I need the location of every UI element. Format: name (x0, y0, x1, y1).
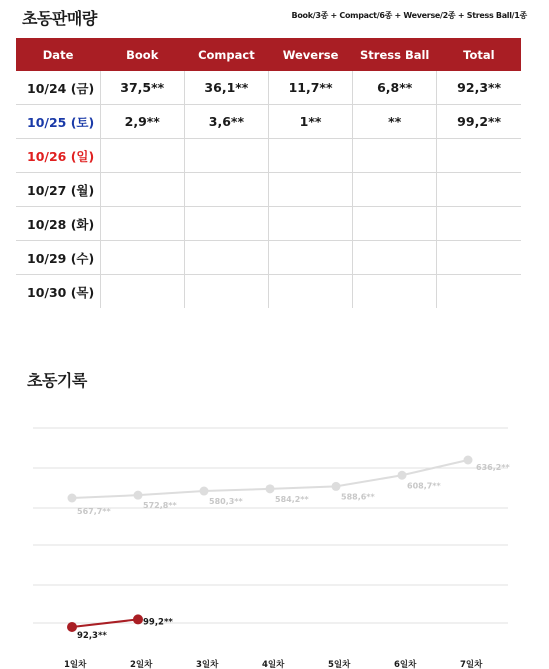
series-1-point (266, 484, 275, 493)
series-1-point (332, 482, 341, 491)
records-title: 초동기록 (27, 371, 87, 390)
stress-ball-cell (353, 207, 437, 241)
book-cell (100, 173, 184, 207)
records-line-chart (0, 405, 549, 669)
stress-ball-cell: ** (353, 105, 437, 139)
weverse-cell (268, 173, 352, 207)
data-label: 636,2** (476, 463, 510, 472)
total-cell (437, 241, 521, 275)
data-label: 580,3** (209, 497, 243, 507)
series-1-point (134, 491, 143, 500)
stress-ball-cell (353, 139, 437, 173)
x-tick-label: 7일차 (460, 660, 483, 669)
total-cell (437, 207, 521, 241)
weverse-cell: 1** (268, 105, 352, 139)
weverse-cell (268, 139, 352, 173)
date-cell: 10/26 (일) (16, 139, 100, 173)
series-2-point (67, 622, 77, 632)
compact-cell (184, 275, 268, 309)
x-tick-label: 3일차 (196, 660, 219, 669)
x-tick-label: 1일차 (64, 660, 87, 669)
sales-table-body (16, 71, 521, 308)
total-cell (437, 173, 521, 207)
x-tick-label: 2일차 (130, 660, 153, 669)
data-label: 567,7** (77, 507, 111, 516)
stress-ball-cell (353, 241, 437, 275)
column-header-compact: Compact (184, 38, 268, 71)
series-1-point (68, 494, 77, 503)
date-cell: 10/27 (월) (16, 173, 100, 207)
weverse-cell (268, 275, 352, 309)
column-header-weverse: Weverse (268, 38, 352, 71)
table-row (16, 275, 521, 309)
weverse-cell (268, 207, 352, 241)
book-cell: 2,9** (100, 105, 184, 139)
book-cell: 37,5** (100, 71, 184, 105)
x-tick-label: 4일차 (262, 660, 285, 669)
series-1-point (464, 456, 473, 465)
column-header-book: Book (100, 38, 184, 71)
data-label: 588,6** (341, 492, 375, 502)
total-cell (437, 139, 521, 173)
column-header-date: Date (16, 38, 100, 71)
compact-cell (184, 139, 268, 173)
compact-cell: 36,1** (184, 71, 268, 105)
series-1-point (398, 471, 407, 480)
x-tick-label: 6일차 (394, 660, 417, 669)
sales-table (16, 38, 521, 308)
stress-ball-cell (353, 173, 437, 207)
data-label: 608,7** (407, 481, 441, 491)
x-tick-label: 5일차 (328, 660, 351, 669)
total-cell: 99,2** (437, 105, 521, 139)
data-label: 92,3** (77, 631, 107, 641)
series-1-point (200, 487, 209, 496)
stress-ball-cell: 6,8** (353, 71, 437, 105)
weverse-cell: 11,7** (268, 71, 352, 105)
table-row (16, 173, 521, 207)
book-cell (100, 241, 184, 275)
table-row (16, 105, 521, 139)
compact-cell: 3,6** (184, 105, 268, 139)
data-label: 99,2** (143, 617, 173, 628)
stress-ball-cell (353, 275, 437, 309)
compact-cell (184, 207, 268, 241)
table-row (16, 207, 521, 241)
data-label: 584,2** (275, 494, 309, 504)
data-label: 572,8** (143, 501, 177, 511)
table-header-row (16, 38, 521, 71)
book-cell (100, 139, 184, 173)
series-2-point (133, 614, 143, 624)
date-cell: 10/29 (수) (16, 241, 100, 275)
date-cell: 10/30 (목) (16, 275, 100, 309)
total-cell: 92,3** (437, 71, 521, 105)
book-cell (100, 275, 184, 309)
sales-title: 초동판매량 (22, 9, 97, 28)
table-row (16, 241, 521, 275)
date-cell: 10/24 (금) (16, 71, 100, 105)
sales-legend: Book/3종 + Compact/6종 + Weverse/2종 + Stress Ball/1종 (291, 11, 527, 20)
compact-cell (184, 173, 268, 207)
table-row (16, 139, 521, 173)
column-header-total: Total (437, 38, 521, 71)
total-cell (437, 275, 521, 309)
table-row (16, 71, 521, 105)
column-header-stress-ball: Stress Ball (353, 38, 437, 71)
date-cell: 10/25 (토) (16, 105, 100, 139)
date-cell: 10/28 (화) (16, 207, 100, 241)
compact-cell (184, 241, 268, 275)
book-cell (100, 207, 184, 241)
weverse-cell (268, 241, 352, 275)
